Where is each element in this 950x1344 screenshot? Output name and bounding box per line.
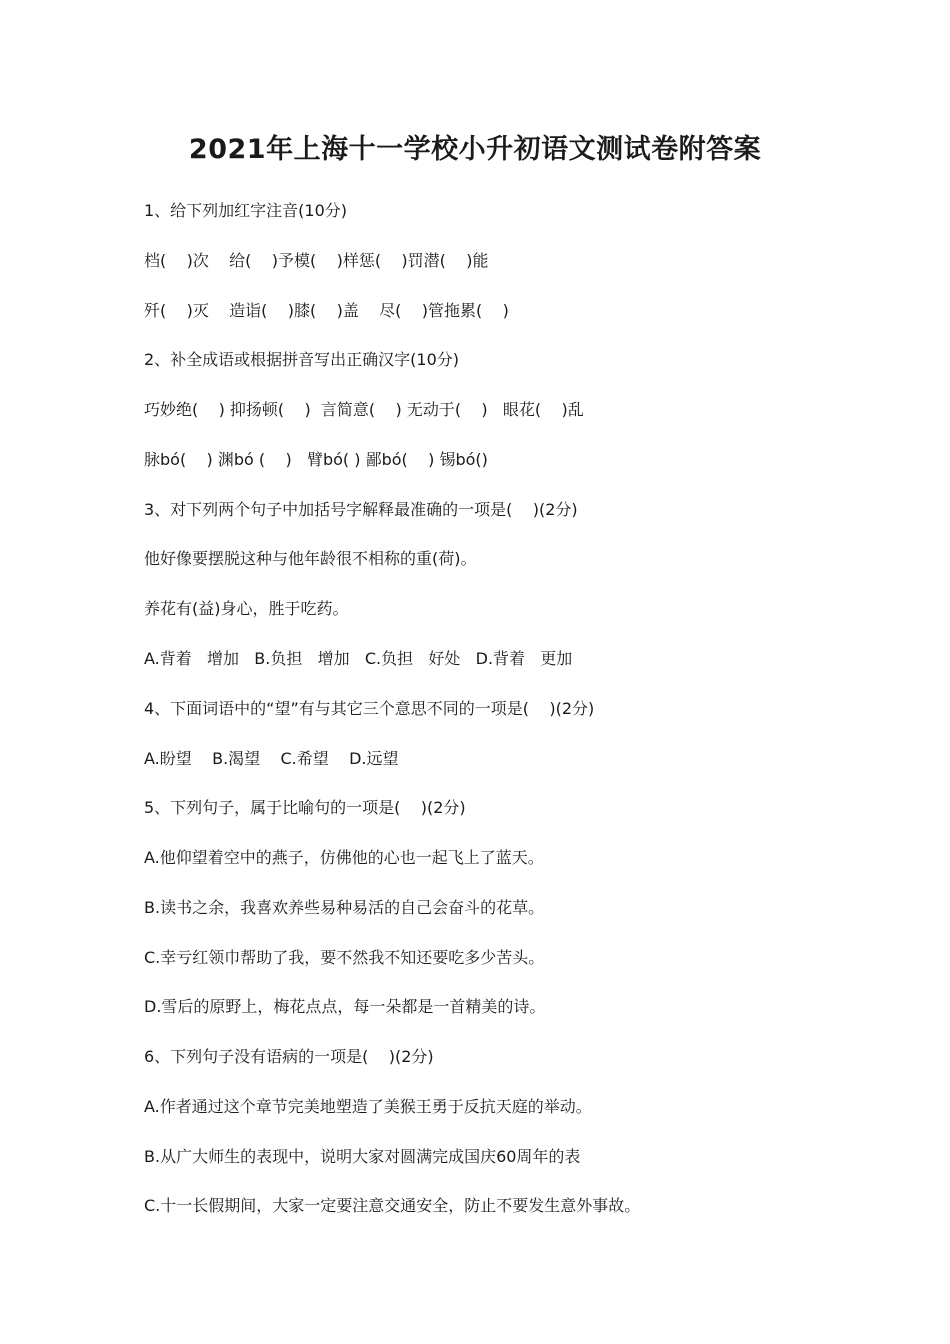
question-5-heading: 5、下列句子，属于比喻句的一项是( )(2分) [144,798,466,817]
question-3-options: A.背着 增加 B.负担 增加 C.负担 好处 D.背着 更加 [144,649,573,668]
question-4-heading: 4、下面词语中的“望”有与其它三个意思不同的一项是( )(2分) [144,699,595,718]
question-6-option-a: A.作者通过这个章节完美地塑造了美猴王勇于反抗天庭的举动。 [144,1097,592,1116]
question-5-option-a: A.他仰望着空中的燕子，仿佛他的心也一起飞上了蓝天。 [144,848,544,867]
question-2-heading: 2、补全成语或根据拼音写出正确汉字(10分) [144,350,460,369]
question-6-option-c: C.十一长假期间，大家一定要注意交通安全，防止不要发生意外事故。 [144,1196,641,1215]
question-2-row-1: 巧妙绝( ) 抑扬顿( ) 言简意( ) 无动于( ) 眼花( )乱 [144,400,584,419]
question-6-heading: 6、下列句子没有语病的一项是( )(2分) [144,1047,434,1066]
question-5-option-c: C.幸亏红领巾帮助了我，要不然我不知还要吃多少苦头。 [144,948,545,967]
page-title: 2021年上海十一学校小升初语文测试卷附答案 [188,134,762,165]
question-1-row-1: 档( )次 给( )予模( )样惩( )罚潜( )能 [144,251,489,270]
question-3-heading: 3、对下列两个句子中加括号字解释最准确的一项是( )(2分) [144,500,578,519]
question-5-option-d: D.雪后的原野上，梅花点点，每一朵都是一首精美的诗。 [144,997,546,1016]
question-2-row-2: 脉bó( ) 渊bó ( ) 臂bó( ) 鄙bó( ) 锡bó() [144,450,488,469]
question-1-row-2: 歼( )灭 造诣( )膝( )盖 尽( )管拖累( ) [144,301,509,320]
question-1-heading: 1、给下列加红字注音(10分) [144,201,348,220]
question-6-option-b: B.从广大师生的表现中，说明大家对圆满完成国庆60周年的表 [144,1147,581,1166]
question-3-sentence-1: 他好像要摆脱这种与他年龄很不相称的重(荷)。 [144,549,477,568]
question-4-options: A.盼望 B.渴望 C.希望 D.远望 [144,749,399,768]
question-3-sentence-2: 养花有(益)身心，胜于吃药。 [144,599,349,618]
question-5-option-b: B.读书之余，我喜欢养些易种易活的自己会奋斗的花草。 [144,898,545,917]
